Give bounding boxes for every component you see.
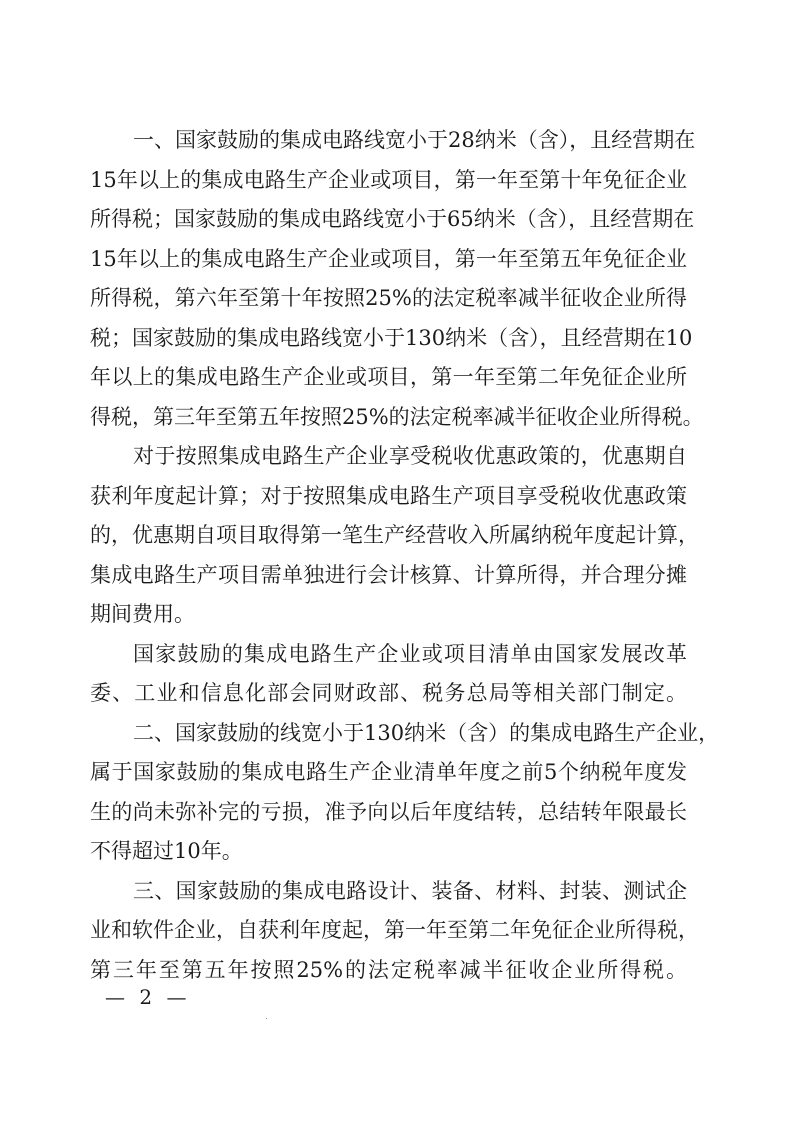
scan-speck	[266, 1018, 267, 1019]
paragraph-first-line: 对于按照集成电路生产企业享受税收优惠政策的，优惠期自	[133, 444, 687, 468]
paragraph-first-line: 国家鼓励的集成电路生产企业或项目清单由国家发展改革	[133, 641, 687, 666]
paragraph-line: 所得税；国家鼓励的集成电路线宽小于65纳米（含），且经营期在	[90, 207, 695, 231]
paragraph-line: 集成电路生产项目需单独进行会计核算、计算所得，并合理分摊	[90, 562, 687, 587]
paragraph-line: 委、工业和信息化部会同财政部、税务总局等相关部门制定。	[90, 681, 687, 705]
paragraph-first-line: 二、国家鼓励的线宽小于130纳米（含）的集成电路生产企业，	[133, 720, 720, 745]
paragraph-line: 获利年度起计算；对于按照集成电路生产项目享受税收优惠政策	[90, 483, 687, 508]
paragraph-line: 年以上的集成电路生产企业或项目，第一年至第二年免征企业所	[90, 365, 687, 389]
paragraph-first-line: 一、国家鼓励的集成电路线宽小于28纳米（含），且经营期在	[133, 128, 696, 152]
paragraph-line: 期间费用。	[90, 602, 195, 626]
paragraph-line: 第三年至第五年按照25%的法定税率减半征收企业所得税。	[90, 957, 687, 982]
paragraph-line: 业和软件企业，自获利年度起，第一年至第二年免征企业所得税，	[90, 918, 699, 942]
paragraph-line: 不得超过10年。	[90, 839, 243, 863]
paragraph-line: 税；国家鼓励的集成电路线宽小于130纳米（含），且经营期在10	[90, 325, 693, 350]
page-number: — 2 —	[105, 985, 191, 1009]
paragraph-first-line: 三、国家鼓励的集成电路设计、装备、材料、封装、测试企	[133, 878, 687, 903]
paragraph-line: 得税，第三年至第五年按照25%的法定税率减半征收企业所得税。	[90, 404, 704, 429]
paragraph-line: 的，优惠期自项目取得第一笔生产经营收入所属纳税年度起计算，	[90, 523, 699, 547]
paragraph-line: 15年以上的集成电路生产企业或项目，第一年至第十年免征企业	[90, 167, 687, 192]
paragraph-line: 所得税，第六年至第十年按照25%的法定税率减半征收企业所得	[90, 286, 687, 310]
paragraph-line: 生的尚未弥补完的亏损，准予向以后年度结转，总结转年限最长	[90, 799, 687, 824]
paragraph-line: 属于国家鼓励的集成电路生产企业清单年度之前5个纳税年度发	[90, 760, 687, 784]
paragraph-line: 15年以上的集成电路生产企业或项目，第一年至第五年免征企业	[90, 246, 687, 271]
